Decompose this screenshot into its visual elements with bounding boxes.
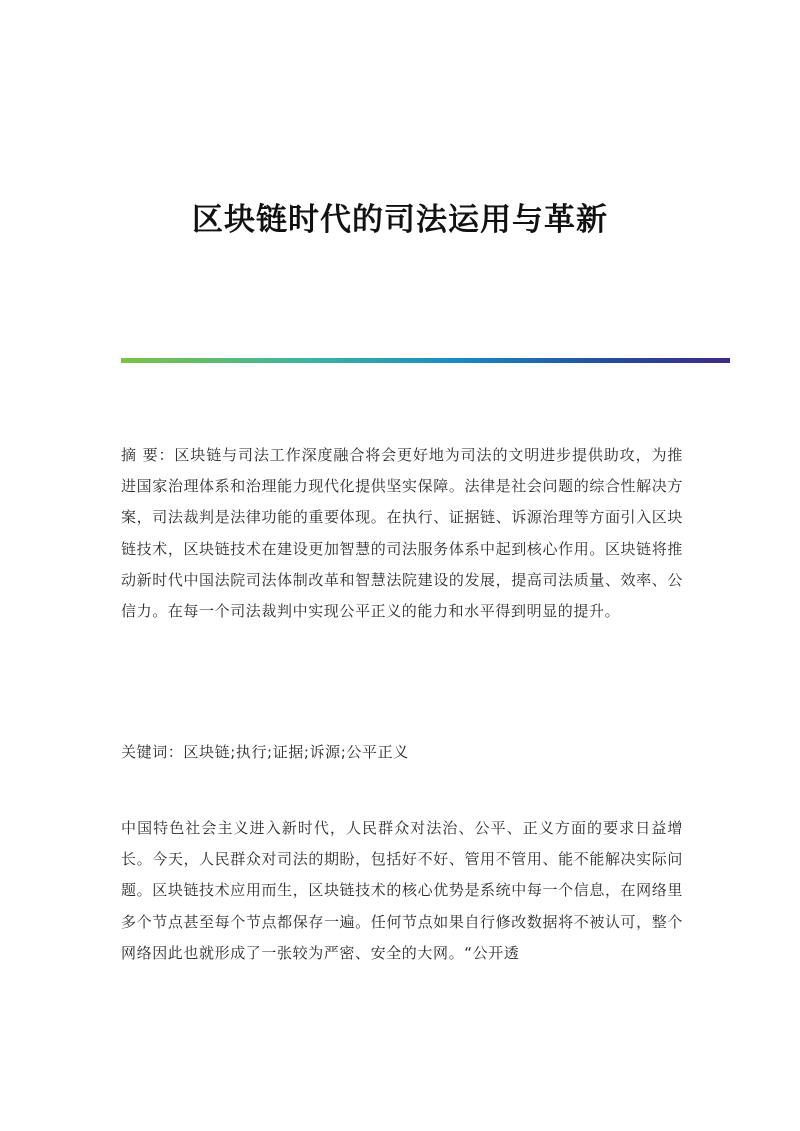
keywords-line: 关键词：区块链;执行;证据;诉源;公平正义 xyxy=(121,743,409,761)
body-paragraph: 中国特色社会主义进入新时代，人民群众对法治、公平、正义方面的要求日益增长。今天，人民群众对司法的期盼，包括好不好、管用不管用、能不能解决实际问题。区块链技术应用而生，区块链技术的核心优势是系统中每一个信息，在网络里多个节点甚至每个节点都保存一遍。任何节点如果自行修改数据将不被认可，整个网络因此也就形成了一张较为严密、安全的大网。“公开透 xyxy=(121,819,683,962)
document-title: 区块链时代的司法运用与革新 xyxy=(192,202,608,238)
abstract-paragraph: 摘 要：区块链与司法工作深度融合将会更好地为司法的文明进步提供助攻，为推进国家治理体系和治理能力现代化提供坚实保障。法律是社会问题的综合性解决方案，司法裁判是法律功能的重要体现。在执行、证据链、诉源治理等方面引入区块链技术，区块链技术在建设更加智慧的司法服务体系中起到核心作用。区块链将推动新时代中国法院司法体制改革和智慧法院建设的发展，提高司法质量、效率、公信力。在每一个司法裁判中实现公平正义的能力和水平得到明显的提升。 xyxy=(121,446,683,621)
title-divider xyxy=(121,358,730,363)
